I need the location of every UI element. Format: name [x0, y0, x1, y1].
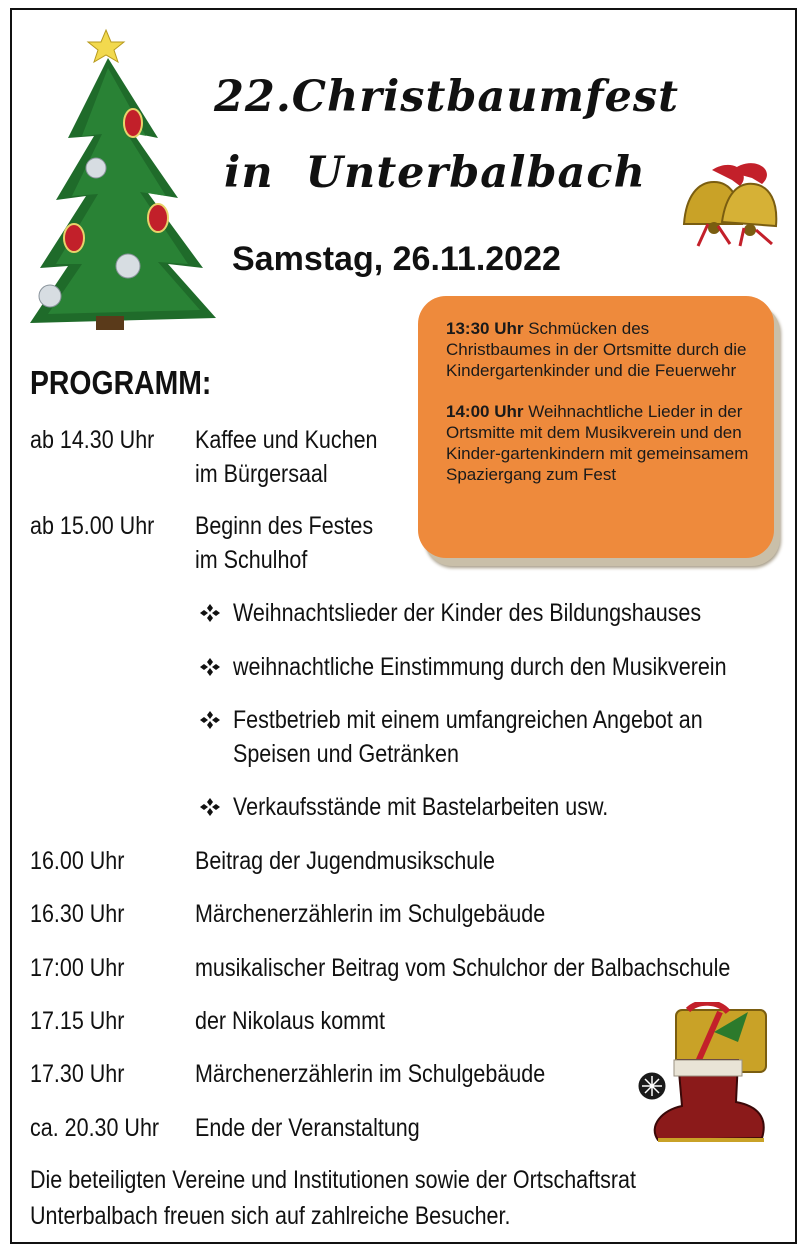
schedule-text: Märchenerzählerin im Schulgebäude — [195, 900, 546, 928]
program-desc-1a: Kaffee und Kuchen — [195, 426, 378, 454]
schedule-time: 17.15 Uhr — [30, 1007, 125, 1035]
info-item-1-text: Schmücken des Christbaumes in der Ortsmitte durch die Kindergartenkinder und die Feuerwehr — [446, 319, 747, 380]
schedule-time: 16.30 Uhr — [30, 900, 125, 928]
boot-icon — [628, 1002, 778, 1148]
schedule-time: ca. 20.30 Uhr — [30, 1114, 160, 1142]
diamond-bullet-icon — [195, 792, 225, 822]
diamond-bullet-icon — [195, 705, 225, 735]
schedule-text: Ende der Veranstaltung — [195, 1114, 420, 1142]
diamond-bullet-icon — [195, 598, 225, 628]
event-date: Samstag, 26.11.2022 — [232, 240, 561, 278]
schedule-time: 17.30 Uhr — [30, 1060, 125, 1088]
bullet-item-3b: Speisen und Getränken — [233, 740, 459, 768]
info-item-2-time: 14:00 Uhr — [446, 402, 524, 421]
program-desc-2a: Beginn des Festes — [195, 512, 374, 540]
footer-line-2: Unterbalbach freuen sich auf zahlreiche Besucher. — [30, 1202, 511, 1230]
location-name: Unterbalbach — [305, 148, 646, 198]
info-item-1-time: 13:30 Uhr — [446, 319, 524, 338]
bullet-item-4: Verkaufsstände mit Bastelarbeiten usw. — [233, 793, 609, 821]
program-desc-2b: im Schulhof — [195, 546, 308, 574]
info-box — [418, 296, 774, 558]
schedule-text: Märchenerzählerin im Schulgebäude — [195, 1060, 546, 1088]
program-time-2: ab 15.00 Uhr — [30, 512, 155, 540]
schedule-time: 17:00 Uhr — [30, 954, 125, 982]
christmas-tree-icon — [28, 28, 218, 333]
footer-note — [30, 1162, 636, 1234]
program-time-1: ab 14.30 Uhr — [30, 426, 155, 454]
info-item-2-text: Weihnachtliche Lieder in der Ortsmitte mit dem Musikverein und den Kinder-gartenkindern mit gemeinsamem Spaziergang zum Fest — [446, 402, 749, 484]
event-location — [224, 148, 646, 198]
schedule-text: musikalischer Beitrag vom Schulchor der Balbachschule — [195, 954, 731, 982]
program-desc-1b: im Bürgersaal — [195, 460, 328, 488]
bullet-item-3a: Festbetrieb mit einem umfangreichen Angebot an — [233, 706, 703, 734]
diamond-bullet-icon — [195, 652, 225, 682]
bells-icon — [674, 152, 786, 248]
footer-line-1: Die beteiligten Vereine und Institutionen sowie der Ortschaftsrat — [30, 1166, 636, 1194]
schedule-text: Beitrag der Jugendmusikschule — [195, 847, 495, 875]
location-prefix: in — [224, 148, 274, 198]
bullet-item-2: weihnachtliche Einstimmung durch den Musikverein — [233, 653, 727, 681]
program-heading: PROGRAMM: — [30, 364, 212, 401]
bullet-item-1: Weihnachtslieder der Kinder des Bildungshauses — [233, 599, 702, 627]
schedule-text: der Nikolaus kommt — [195, 1007, 385, 1035]
info-item-2 — [446, 401, 756, 485]
info-item-1 — [446, 318, 756, 381]
event-title: 22.Christbaumfest — [214, 72, 679, 122]
schedule-time: 16.00 Uhr — [30, 847, 125, 875]
